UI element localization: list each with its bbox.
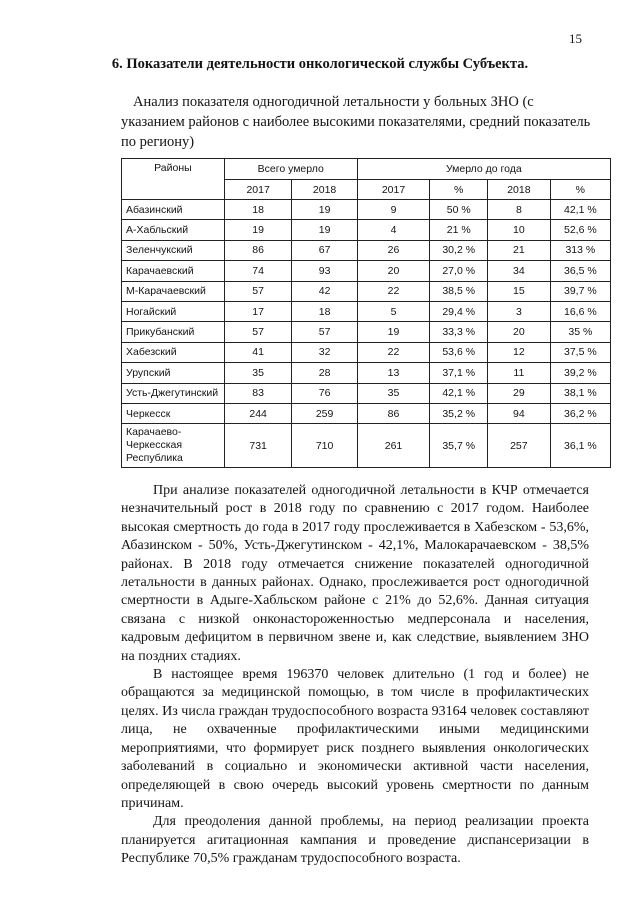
cell-pct-2018: 52,6 % [550,220,610,240]
cell-pct-2018: 16,6 % [550,301,610,321]
cell-pct-2017: 37,1 % [430,363,488,383]
cell-pct-2017: 29,4 % [430,301,488,321]
cell-total-2017: 18 [224,200,292,220]
cell-total-2017: 86 [224,240,292,260]
paragraph: Для преодоления данной проблемы, на период реализации проекта планируется агитационная кампания и проведение диспансеризации в Республике 70,5% гражданам трудоспособного возраста. [121,814,589,867]
paragraph: В настоящее время 196370 человек длительно (1 год и более) не обращаются за медицинской помощью, в том числе в профилактических целях. Из числа граждан трудоспособного возраста 93164 человек составляют лица, не охваченные профилактическими иными медицинскими мероприятиями, что формирует риск позднего выявления онкологических заболеваний в социально и экономически активной части населения, определяющей в свою очередь высокий уровень смертности по данным причинам. [121,667,589,811]
table-row [122,383,611,403]
cell-died-2018: 29 [488,383,551,403]
cell-died-2017: 35 [357,383,430,403]
cell-district-name: Карачаевский [122,261,225,281]
header-pct-2018: % [550,180,610,200]
cell-pct-2017: 35,2 % [430,403,488,423]
cell-died-2018: 12 [488,342,551,362]
table-header-row [122,159,611,180]
cell-pct-2018: 35 % [550,322,610,342]
cell-total-2018: 67 [292,240,357,260]
cell-pct-2017: 27,0 % [430,261,488,281]
header-pct-2017: % [430,180,488,200]
cell-district-name: Зеленчукский [122,240,225,260]
cell-district-name: Прикубанский [122,322,225,342]
cell-died-2017: 86 [357,403,430,423]
cell-pct-2017: 33,3 % [430,322,488,342]
cell-died-2018: 8 [488,200,551,220]
table-caption: Анализ показателя одногодичной летальности у больных ЗНО (с указанием районов с наиболее высокими показателями, средний показатель по региону) [121,94,591,150]
header-died-within-year: Умерло до года [357,159,610,180]
cell-total-2018: 19 [292,200,357,220]
cell-pct-2018: 39,7 % [550,281,610,301]
table-row [122,403,611,423]
cell-pct-2018: 37,5 % [550,342,610,362]
total-pct-2018: 36,1 % [550,424,610,468]
cell-total-2018: 32 [292,342,357,362]
cell-pct-2018: 39,2 % [550,363,610,383]
cell-pct-2017: 38,5 % [430,281,488,301]
cell-died-2017: 13 [357,363,430,383]
cell-total-2017: 74 [224,261,292,281]
cell-district-name: Хабезский [122,342,225,362]
cell-died-2018: 15 [488,281,551,301]
section-title: 6. Показатели деятельности онкологической службы Субъекта. [111,56,529,72]
cell-died-2017: 26 [357,240,430,260]
cell-died-2018: 3 [488,301,551,321]
body-text [121,482,589,869]
table-row [122,220,611,240]
paragraph: При анализе показателей одногодичной летальности в КЧР отмечается незначительный рост в 2018 году по сравнению с 2017 годом. Наиболее высокая смертность до года в 2017 году прослеживается в Хабезском - 53,6%, Абазинском - 50%, Усть-Джегутинском - 42,1%, Малокарачаевском - 38,5% районах. В 2018 году отмечается снижение показателей одногодичной летальности в данных районах. Однако, прослеживается рост одногодичной смертности в Адыге-Хабльском районе с 21% до 52,6%. Данная ситуация связана с низкой онконастороженностью медперсонала и населения, кадровым дефицитом в первичном звене и, как следствие, выявлением ЗНО на поздних стадиях. [121,483,589,664]
cell-district-name: М-Карачаевский [122,281,225,301]
table-row [122,281,611,301]
cell-died-2018: 21 [488,240,551,260]
table-row [122,322,611,342]
cell-died-2017: 22 [357,342,430,362]
table-row [122,342,611,362]
cell-total-2018: 57 [292,322,357,342]
cell-pct-2017: 21 % [430,220,488,240]
total-pct-2017: 35,7 % [430,424,488,468]
cell-died-2018: 34 [488,261,551,281]
cell-died-2018: 11 [488,363,551,383]
total-total-2018: 710 [292,424,357,468]
cell-total-2018: 28 [292,363,357,383]
header-total-2017: 2017 [224,180,292,200]
cell-total-2018: 259 [292,403,357,423]
cell-pct-2018: 36,5 % [550,261,610,281]
cell-died-2017: 22 [357,281,430,301]
cell-district-name: Черкесск [122,403,225,423]
cell-pct-2017: 30,2 % [430,240,488,260]
cell-died-2018: 20 [488,322,551,342]
cell-total-2018: 18 [292,301,357,321]
cell-pct-2018: 36,2 % [550,403,610,423]
cell-pct-2017: 42,1 % [430,383,488,403]
table-row [122,240,611,260]
cell-total-2017: 57 [224,281,292,301]
header-total-2018: 2018 [292,180,357,200]
cell-total-2018: 42 [292,281,357,301]
header-died-2018: 2018 [488,180,551,200]
cell-total-2017: 35 [224,363,292,383]
cell-died-2017: 20 [357,261,430,281]
total-district: Карачаево-Черкесская Республика [122,424,225,468]
table-row [122,301,611,321]
table-total-row [122,424,611,468]
header-died-2017: 2017 [357,180,430,200]
cell-district-name: А-Хабльский [122,220,225,240]
cell-died-2017: 9 [357,200,430,220]
cell-died-2017: 5 [357,301,430,321]
cell-total-2017: 41 [224,342,292,362]
total-died-2017: 261 [357,424,430,468]
cell-pct-2017: 53,6 % [430,342,488,362]
header-total-died: Всего умерло [224,159,357,180]
table-row [122,200,611,220]
cell-pct-2018: 313 % [550,240,610,260]
cell-pct-2018: 38,1 % [550,383,610,403]
cell-died-2018: 94 [488,403,551,423]
header-districts: Районы [122,159,225,200]
cell-pct-2017: 50 % [430,200,488,220]
cell-total-2017: 57 [224,322,292,342]
cell-total-2018: 19 [292,220,357,240]
cell-total-2017: 83 [224,383,292,403]
cell-district-name: Урупский [122,363,225,383]
mortality-table [121,158,611,468]
total-total-2017: 731 [224,424,292,468]
cell-died-2018: 10 [488,220,551,240]
cell-pct-2018: 42,1 % [550,200,610,220]
total-died-2018: 257 [488,424,551,468]
cell-district-name: Ногайский [122,301,225,321]
cell-died-2017: 19 [357,322,430,342]
cell-total-2017: 19 [224,220,292,240]
cell-district-name: Абазинский [122,200,225,220]
cell-total-2017: 244 [224,403,292,423]
table-row [122,363,611,383]
page-number: 15 [569,31,582,46]
cell-district-name: Усть-Джегутинский [122,383,225,403]
cell-total-2018: 76 [292,383,357,403]
cell-total-2017: 17 [224,301,292,321]
table-row [122,261,611,281]
cell-total-2018: 93 [292,261,357,281]
cell-died-2017: 4 [357,220,430,240]
